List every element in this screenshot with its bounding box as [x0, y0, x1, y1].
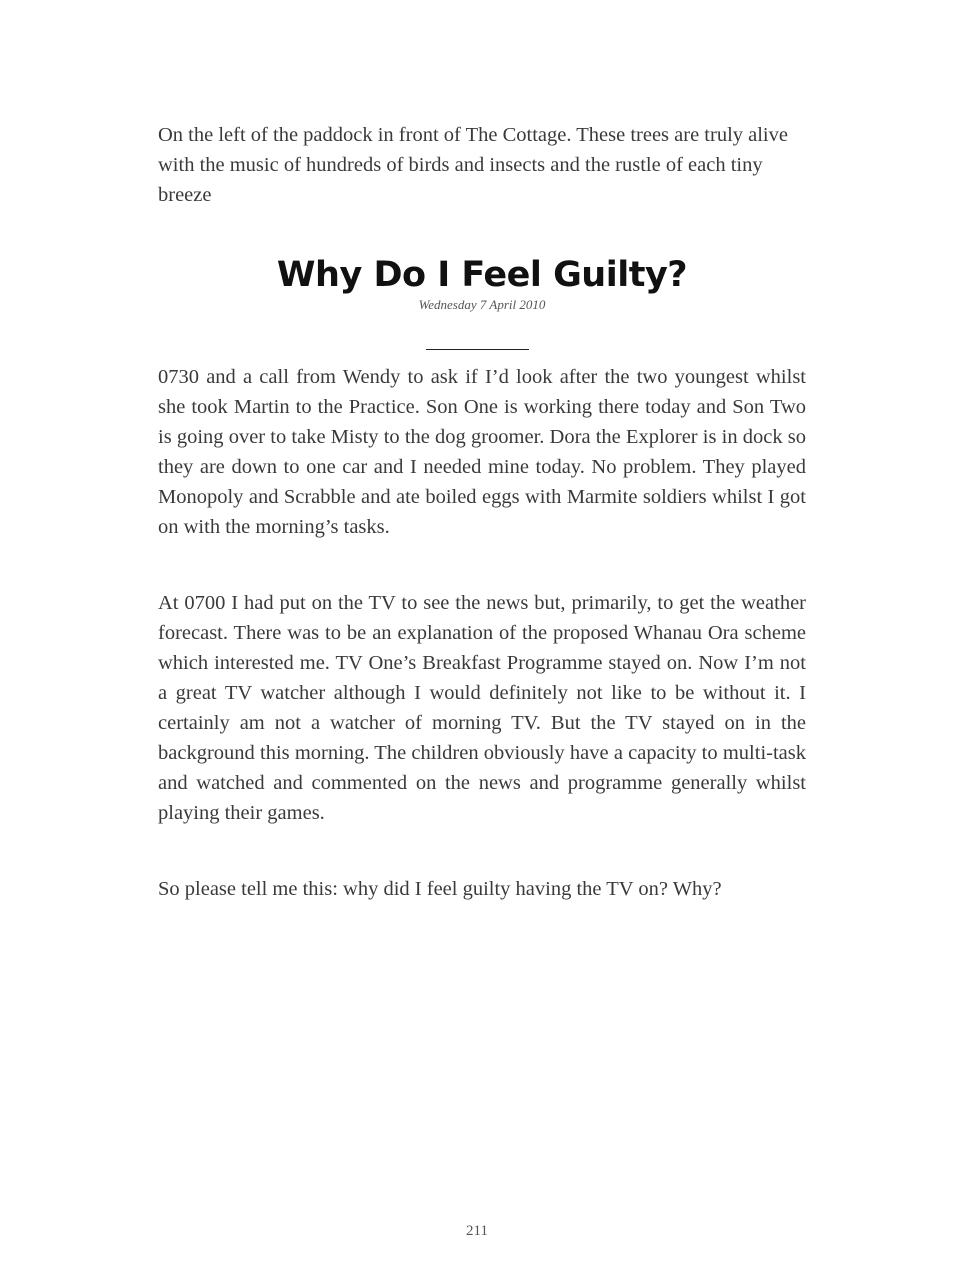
page-number: 211 — [466, 1223, 488, 1239]
article-paragraph: So please tell me this: why did I feel guilty having the TV on? Why? — [158, 878, 722, 900]
photo-caption: On the left of the paddock in front of The Cottage. These trees are truly alive with the music of hundreds of birds and insects and the rustle of each tiny breeze — [158, 124, 788, 206]
article-paragraph: At 0700 I had put on the TV to see the news but, primarily, to get the weather forecast. There was to be an explanation of the proposed Whanau Ora scheme which interested me. TV One’s Breakfast Programme stayed on. Now I’m not a great TV watcher although I would definitely not like to be without it. I certainly am not a watcher of morning TV. But the TV stayed on in the background this morning. The children obviously have a capacity to multi-task and watched and commented on the news and programme generally whilst playing their games. — [158, 592, 806, 824]
article-title: Why Do I Feel Guilty? — [276, 255, 688, 295]
article-date: Wednesday 7 April 2010 — [418, 297, 546, 312]
title-divider — [426, 349, 529, 350]
article-paragraph: 0730 and a call from Wendy to ask if I’d look after the two youngest whilst she took Martin to the Practice. Son One is working there today and Son Two is going over to take Misty to the dog groomer. Dora the Explorer is in dock so they are down to one car and I needed mine today. No problem. They played Monopoly and Scrabble and ate boiled eggs with Marmite soldiers whilst I got on with the morning’s tasks. — [158, 366, 806, 538]
